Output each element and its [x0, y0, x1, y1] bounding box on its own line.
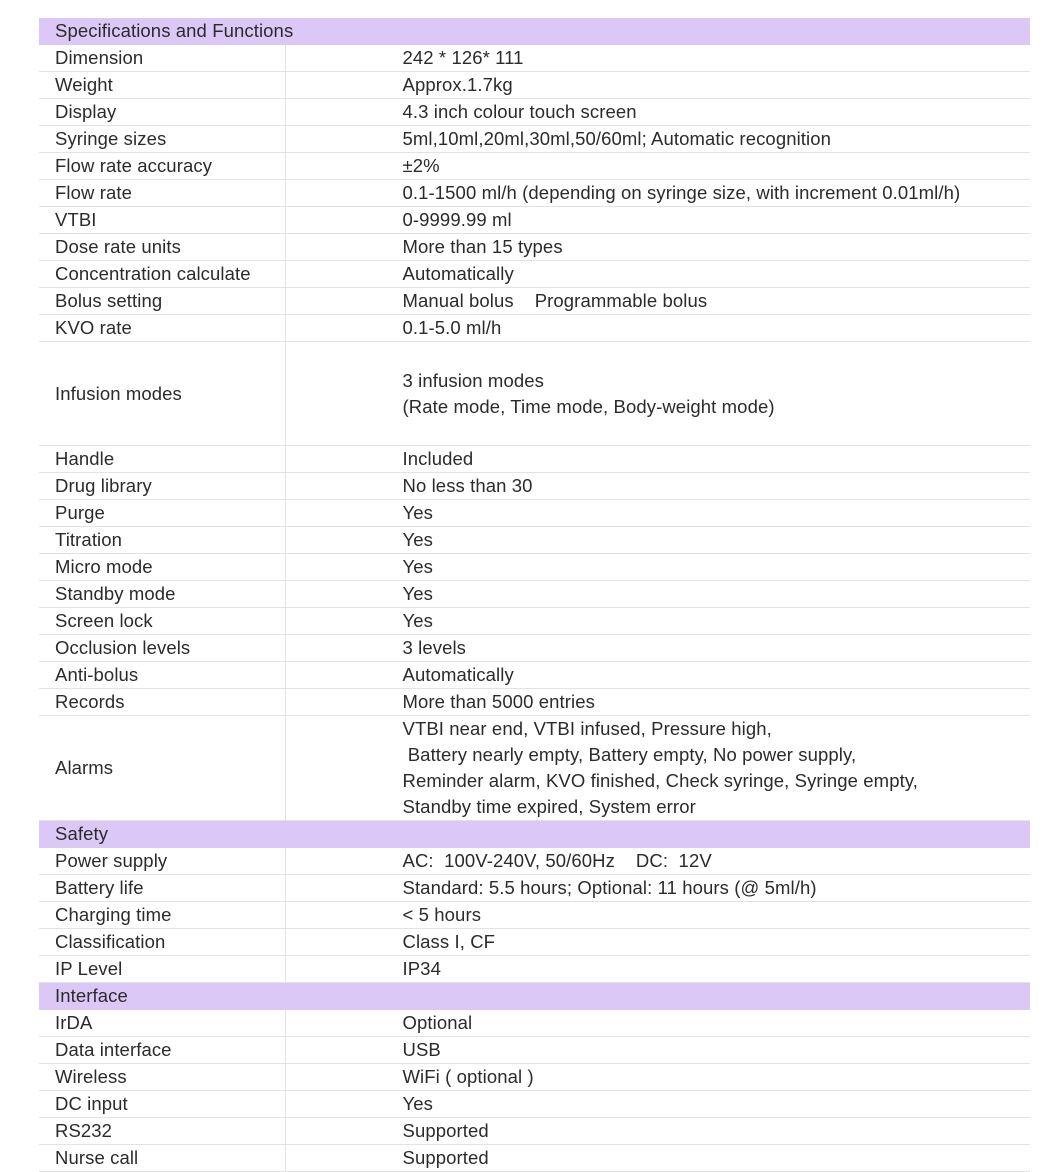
- spec-value: [285, 342, 1030, 446]
- spec-label: Occlusion levels: [39, 635, 285, 662]
- spec-value-line: Supported: [402, 1120, 489, 1141]
- spec-value-line: 3 infusion modes: [402, 369, 544, 391]
- spec-label: Charging time: [39, 902, 285, 929]
- spec-value: [285, 1037, 1030, 1064]
- spec-table: [39, 18, 1030, 1172]
- spec-label: Drug library: [39, 473, 285, 500]
- spec-value: [285, 956, 1030, 983]
- spec-value: [285, 180, 1030, 207]
- spec-label: Data interface: [39, 1037, 285, 1064]
- spec-label: Standby mode: [39, 581, 285, 608]
- spec-value: [285, 689, 1030, 716]
- spec-value: [285, 662, 1030, 689]
- spec-value-line: Manual bolus Programmable bolus: [402, 290, 708, 311]
- spec-value: [285, 72, 1030, 99]
- spec-value-line: Battery nearly empty, Battery empty, No power supply,: [402, 744, 857, 765]
- spec-value: [285, 902, 1030, 929]
- spec-value-line: Included: [402, 448, 474, 469]
- spec-value: [285, 288, 1030, 315]
- spec-value-line: Automatically: [402, 263, 514, 284]
- spec-value: [285, 315, 1030, 342]
- spec-row-dc-input: [39, 1091, 1030, 1118]
- spec-value: [285, 848, 1030, 875]
- spec-value: [285, 153, 1030, 180]
- spec-table-body: [39, 18, 1030, 1172]
- spec-row-weight: [39, 72, 1030, 99]
- spec-value-line: 4.3 inch colour touch screen: [402, 101, 637, 122]
- spec-label: Weight: [39, 72, 285, 99]
- spec-label: Handle: [39, 446, 285, 473]
- spec-row-kvo-rate: [39, 315, 1030, 342]
- spec-label: Dimension: [39, 45, 285, 72]
- spec-label: Flow rate: [39, 180, 285, 207]
- spec-label: Records: [39, 689, 285, 716]
- spec-value-line: ±2%: [402, 155, 440, 176]
- spec-row-dose-rate-units: [39, 234, 1030, 261]
- spec-label: RS232: [39, 1118, 285, 1145]
- spec-row-vtbi: [39, 207, 1030, 234]
- spec-value-line: No less than 30: [402, 475, 533, 496]
- spec-value: [285, 1010, 1030, 1037]
- spec-value-line: < 5 hours: [402, 904, 482, 925]
- section-title: Specifications and Functions: [39, 18, 1030, 45]
- spec-value-line: Supported: [402, 1147, 489, 1168]
- spec-value: [285, 554, 1030, 581]
- spec-value: [285, 234, 1030, 261]
- spec-value-line: 0-9999.99 ml: [402, 209, 512, 230]
- spec-value-line: (Rate mode, Time mode, Body-weight mode): [402, 395, 775, 417]
- spec-value-line: Class I, CF: [402, 931, 496, 952]
- spec-value-line: Standby time expired, System error: [402, 796, 696, 817]
- spec-row-charging-time: [39, 902, 1030, 929]
- spec-row-wireless: [39, 1064, 1030, 1091]
- spec-row-syringe-sizes: [39, 126, 1030, 153]
- spec-row-battery-life: [39, 875, 1030, 902]
- spec-label: VTBI: [39, 207, 285, 234]
- spec-label: Classification: [39, 929, 285, 956]
- spec-row-alarms: [39, 716, 1030, 821]
- spec-value-line: 0.1-5.0 ml/h: [402, 317, 502, 338]
- spec-value: [285, 929, 1030, 956]
- spec-label: Power supply: [39, 848, 285, 875]
- spec-value: [285, 126, 1030, 153]
- spec-value: [285, 500, 1030, 527]
- spec-row-drug-library: [39, 473, 1030, 500]
- spec-row-occlusion-levels: [39, 635, 1030, 662]
- spec-row-rs232: [39, 1118, 1030, 1145]
- spec-row-titration: [39, 527, 1030, 554]
- spec-label: Micro mode: [39, 554, 285, 581]
- spec-value-line: Yes: [402, 583, 433, 604]
- spec-value: [285, 527, 1030, 554]
- spec-value: [285, 473, 1030, 500]
- spec-label: Wireless: [39, 1064, 285, 1091]
- spec-row-micro-mode: [39, 554, 1030, 581]
- spec-row-purge: [39, 500, 1030, 527]
- spec-value: [285, 581, 1030, 608]
- spec-label: Bolus setting: [39, 288, 285, 315]
- spec-value: [285, 608, 1030, 635]
- spec-row-concentration-calculate: [39, 261, 1030, 288]
- spec-value-line: 5ml,10ml,20ml,30ml,50/60ml; Automatic recognition: [402, 128, 832, 149]
- spec-label: Titration: [39, 527, 285, 554]
- spec-label: Nurse call: [39, 1145, 285, 1172]
- spec-row-irda: [39, 1010, 1030, 1037]
- spec-value: [285, 261, 1030, 288]
- spec-value-line: Yes: [402, 529, 433, 550]
- spec-label: IP Level: [39, 956, 285, 983]
- spec-value-line: WiFi ( optional ): [402, 1066, 534, 1087]
- spec-row-ip-level: [39, 956, 1030, 983]
- spec-label: Infusion modes: [39, 342, 285, 446]
- spec-label: Screen lock: [39, 608, 285, 635]
- spec-label: IrDA: [39, 1010, 285, 1037]
- spec-row-handle: [39, 446, 1030, 473]
- spec-label: Flow rate accuracy: [39, 153, 285, 180]
- spec-label: Alarms: [39, 716, 285, 821]
- spec-row-bolus-setting: [39, 288, 1030, 315]
- spec-value: [285, 635, 1030, 662]
- spec-value: [285, 207, 1030, 234]
- spec-value-line: 242 * 126* 111: [402, 47, 524, 68]
- spec-value-line: Approx.1.7kg: [402, 74, 513, 95]
- section-header-specifications-and-functions: [39, 18, 1030, 45]
- spec-value: [285, 875, 1030, 902]
- spec-value-line: Yes: [402, 502, 433, 523]
- spec-value-line: More than 15 types: [402, 236, 563, 257]
- spec-row-flow-rate: [39, 180, 1030, 207]
- section-title: Interface: [39, 983, 1030, 1010]
- spec-value-line: Automatically: [402, 664, 514, 685]
- spec-value-line: Yes: [402, 1093, 433, 1114]
- spec-value: [285, 99, 1030, 126]
- spec-value: [285, 45, 1030, 72]
- spec-label: Display: [39, 99, 285, 126]
- spec-value: [285, 1091, 1030, 1118]
- spec-row-power-supply: [39, 848, 1030, 875]
- spec-value-line: 0.1-1500 ml/h (depending on syringe size, with increment 0.01ml/h): [402, 182, 961, 203]
- spec-row-anti-bolus: [39, 662, 1030, 689]
- spec-label: Dose rate units: [39, 234, 285, 261]
- spec-value-line: VTBI near end, VTBI infused, Pressure high,: [402, 718, 772, 739]
- spec-value-line: AC: 100V-240V, 50/60Hz DC: 12V: [402, 850, 712, 871]
- spec-row-classification: [39, 929, 1030, 956]
- spec-row-standby-mode: [39, 581, 1030, 608]
- spec-label: Battery life: [39, 875, 285, 902]
- spec-label: Concentration calculate: [39, 261, 285, 288]
- spec-label: DC input: [39, 1091, 285, 1118]
- spec-row-display: [39, 99, 1030, 126]
- spec-value-line: Reminder alarm, KVO finished, Check syringe, Syringe empty,: [402, 770, 919, 791]
- section-header-interface: [39, 983, 1030, 1010]
- spec-value-line: Yes: [402, 610, 433, 631]
- section-title: Safety: [39, 821, 1030, 848]
- spec-row-data-interface: [39, 1037, 1030, 1064]
- spec-row-flow-rate-accuracy: [39, 153, 1030, 180]
- spec-value: [285, 1064, 1030, 1091]
- spec-value: [285, 446, 1030, 473]
- spec-row-dimension: [39, 45, 1030, 72]
- spec-label: Anti-bolus: [39, 662, 285, 689]
- spec-row-infusion-modes: [39, 342, 1030, 446]
- spec-value-line: Standard: 5.5 hours; Optional: 11 hours (@ 5ml/h): [402, 877, 817, 898]
- spec-value-line: IP34: [402, 958, 441, 979]
- spec-value: [285, 1118, 1030, 1145]
- spec-label: Purge: [39, 500, 285, 527]
- section-header-safety: [39, 821, 1030, 848]
- spec-value: [285, 716, 1030, 821]
- spec-row-screen-lock: [39, 608, 1030, 635]
- spec-label: Syringe sizes: [39, 126, 285, 153]
- spec-value-line: 3 levels: [402, 637, 467, 658]
- spec-row-records: [39, 689, 1030, 716]
- spec-value-line: Optional: [402, 1012, 473, 1033]
- spec-label: KVO rate: [39, 315, 285, 342]
- spec-value-line: Yes: [402, 556, 433, 577]
- spec-value-line: More than 5000 entries: [402, 691, 595, 712]
- spec-value-line: USB: [402, 1039, 441, 1060]
